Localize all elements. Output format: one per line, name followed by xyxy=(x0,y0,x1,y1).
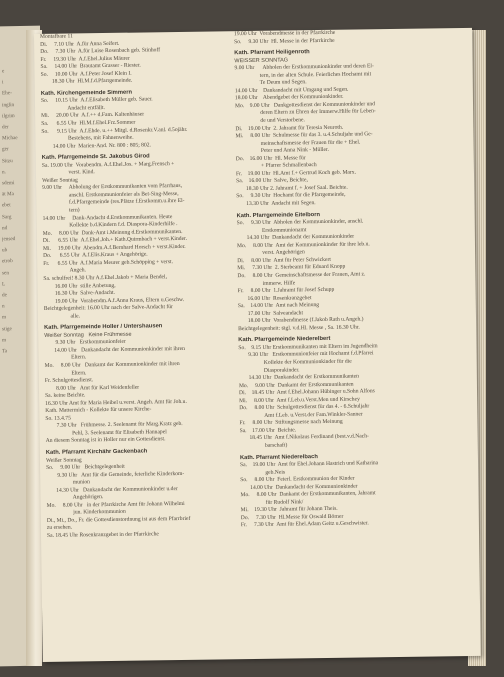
schedule-line: So. 9.15 Uhr A.f.Ehde. u.++ Mitgl. d.Rosenkr.V.anl. d.5ojähr. xyxy=(41,126,188,135)
schedule-line: Kath. Mattermich - Kollekte für unsere Kirche- xyxy=(45,406,152,415)
schedule-line: Amt f.Leb. u.Verst.der Fam.Winkler-Sanner xyxy=(239,411,363,419)
previous-page-fragment: ät Ma xyxy=(2,191,14,198)
schedule-line: Mi. 8.00 Uhr Amt f.Leb.u.Verst.Men und Kirschey xyxy=(239,396,360,404)
schedule-line: Bestehens, mit Fahnenweihe. xyxy=(41,134,134,143)
previous-page-fragment: Sarg xyxy=(2,213,12,220)
schedule-line: 9.30 Uhr Erstkommunionfeier mit Hochamt f.d.Pfarrei xyxy=(238,350,374,359)
schedule-line: Mo. 8.00 Uhr in der Pfarrkirche Amt für Johann Wilhelmi xyxy=(46,500,185,509)
section-heading: Kath. Pfarramt Niederelbach xyxy=(239,453,318,461)
schedule-line: 9.00 Uhr Abholung der Erstkommunikanten vom Pfarrhaus, xyxy=(42,183,183,192)
schedule-line: 16.30 Uhr Amt für Maria Heibel u.verst. Angeh. Amt für Joh.u. xyxy=(45,398,187,407)
schedule-line: 16.00 Uhr Rosenkranzgebet xyxy=(237,294,312,302)
schedule-line: 18.30 Uhr 2. Jahramt f. + Josef Saal. Beichte. xyxy=(236,184,348,193)
schedule-line: Mi. 8.00 Uhr Schulmesse für das 3. u.4.Schuljahr und Ge- xyxy=(235,131,373,140)
schedule-line: Fr. 7.30 Uhr Amt für Ehel.Adam Geitz u.Geschwister. xyxy=(240,520,369,529)
schedule-line: So. 10.00 Uhr A.f.Peter Josef Klein I. xyxy=(40,70,132,78)
previous-page-fragment: Michae xyxy=(2,135,18,142)
schedule-line: Peter und Anna Nink - Müller. xyxy=(235,147,329,155)
schedule-line: Kollekte b.d.Kindern f.d. Diaspora-Kinderhilfe . xyxy=(42,221,178,230)
schedule-line: 9.00 Uhr Abholen der Erstkommunionkinder und deren El- xyxy=(234,63,374,72)
previous-page-fragment: der xyxy=(2,124,9,131)
schedule-line: meinschaftsmesse der Frauen für die + Ehel. xyxy=(235,139,361,147)
schedule-line: Sa. 18.45 Uhr Rosenkranzgebet in der Pfarrkirche xyxy=(46,531,159,539)
schedule-line: alle. xyxy=(43,313,81,320)
schedule-line: Fr. Schulgottesdienst. xyxy=(44,377,94,384)
section-heading: Kath. Pfarrgemeinde St. Jakobus Girod xyxy=(41,153,150,162)
previous-page-fragment: i xyxy=(2,79,4,86)
schedule-line: Eltern. xyxy=(44,354,87,362)
schedule-line: Mo. 8.00 Uhr Amt der Kommunionkinder für ihre leb.u. xyxy=(236,241,370,249)
schedule-line: Di. 18.45 Uhr Amt f.Ehel.Johann Hübinger u.Sohn Alfons xyxy=(238,388,375,397)
section-heading: Kath. Pfarrgemeinde Niederelbert xyxy=(238,336,331,344)
schedule-line: 13.30 Uhr Andacht mit Segen. xyxy=(236,200,316,208)
schedule-line: Do. 16.00 Uhr Hl. Messe für xyxy=(235,154,306,162)
section-heading: Kath. Pfarrgemeinde Holler / Untershausen xyxy=(44,323,163,332)
section-heading: Kath. Kirchengemeinde Simmern xyxy=(40,89,133,97)
schedule-line: Do. 6.55 Uhr A.f.Elis.Kraus + Angehörige. xyxy=(43,251,148,260)
previous-page-fragment: jensed xyxy=(2,236,16,243)
schedule-line: An diesem Sonntag ist in Holler nur ein Gottesdienst. xyxy=(45,436,166,445)
schedule-line: Di., Mi., Do., Fr. die Gottesdienstordnung ist aus dem Pfarrbrief xyxy=(46,515,191,524)
schedule-line: 8.00 Uhr Amt für Karl Weidenfeller xyxy=(44,384,140,392)
previous-page-fragment: n. xyxy=(2,169,6,176)
schedule-line: 14.30 Uhr Dankandacht der Kommunionkinder xyxy=(236,233,355,242)
schedule-line: Fr. 8.00 Uhr Stiftungsmesse nach Meinung xyxy=(239,419,343,427)
schedule-line: 9.30 Uhr Amt für die Gemeinde, feierliche Kinderkom- xyxy=(46,470,185,479)
schedule-line: Di. 6.55 Uhr A.f.Ehel.Joh.+ Kath.Quirmbach + verst.Kinder. xyxy=(42,236,188,245)
schedule-line: Sa. 16.00 Uhr Salve, Beichte, xyxy=(236,177,308,185)
schedule-line: Mo. 8.00 Uhr Dank-Amt i.Meinung d.Erstkommunikanten. xyxy=(42,228,183,237)
schedule-line: Sa. 19.00 Uhr Vorabendm. A.f.Ehel.Jos. + Marg.Frensch + xyxy=(41,160,175,169)
schedule-line: Erstkommunionamt xyxy=(236,226,307,234)
schedule-line: So. 8.00 Uhr Feierl. Erstkommunion der Kinder xyxy=(240,475,355,484)
schedule-line: de und Verstorbene. xyxy=(235,117,305,125)
section-heading: Kath. Pfarrgemeinde Eitelborn xyxy=(236,211,321,219)
schedule-line: Beichtgelegenheit: tägl. v.d.Hl. Messe , Sa. 16.30 Uhr. xyxy=(238,324,360,332)
schedule-line: 14.00 Uhr Dank-Andacht d.Erstkommunikanten. Heute xyxy=(42,213,173,222)
schedule-line: Mo. 9.00 Uhr Dankamt der Erstkommunikanten xyxy=(238,381,354,389)
schedule-line: Sa. 14.00 Uhr Brautamt Grasser - Riester. xyxy=(40,62,141,71)
schedule-line: Mi. 20.00 Uhr A.f.++ d.Fam. Kaltenhäuser xyxy=(41,111,145,120)
schedule-line: Mo. 9.00 Uhr Dankgottesdienst der Kommunionkinder und xyxy=(234,101,376,110)
schedule-line: Fr. 6.55 Uhr A.f.Maria Meurer geb.Schöpping + verst. xyxy=(43,258,174,267)
schedule-line: So. 10.15 Uhr A.f.Elisabeth Müller geb. Sauer. xyxy=(40,96,153,105)
schedule-line: 14.30 Uhr Dankandacht der Kommunionkinder u.der xyxy=(46,485,178,494)
section-subheading: WEISSER SONNTAG xyxy=(234,57,289,64)
schedule-line: barschaft) xyxy=(239,442,288,450)
schedule-line: Sa. keine Beichte. xyxy=(45,392,86,400)
schedule-line: So. 9.00 Uhr Beichtgelegenheit xyxy=(46,463,125,471)
schedule-line: tern) xyxy=(42,207,80,214)
schedule-line: für Rudolf Nink/ xyxy=(240,499,304,506)
schedule-line: Do. 8.00 Uhr Schulgottesdienst für das 4. - 6.Schuljahr xyxy=(239,403,370,412)
section-heading: Kath. Pfarramt Kirchähr Gackenbach xyxy=(45,448,148,456)
previous-page-fragment: m xyxy=(2,337,7,344)
schedule-line: Angehörigen. xyxy=(46,494,104,502)
previous-page-fragment: sen xyxy=(2,269,9,276)
schedule-line: Mi. 7.30 Uhr 2. Sterbeamt für Eduard Knopp xyxy=(237,264,346,272)
previous-page-fragment: Sitzu xyxy=(2,157,13,164)
schedule-line: deren Eltern zu Ehren der Immerw.Hilfe für Leben- xyxy=(235,108,376,117)
schedule-line: Beichtgelegenheit: 16.00 Uhr nach der Salve-Andacht für xyxy=(43,304,173,313)
previous-page-fragment: L xyxy=(2,281,6,288)
previous-page-fragment: ger xyxy=(2,146,9,153)
schedule-line: Te Deum und Segen. xyxy=(234,79,307,87)
previous-page-fragment: Ta xyxy=(2,348,8,355)
schedule-line: 14.00 Uhr Dankandacht mit Umgang und Segen. xyxy=(234,86,349,95)
previous-page-fragment: e xyxy=(2,68,5,75)
schedule-line: 9.30 Uhr Erstkommunionfeier xyxy=(44,339,126,347)
schedule-line: So. 9.30 Uhr Hl. Messe in der Pfarrkirche xyxy=(234,37,335,45)
schedule-line: 14.00 Uhr Dankandacht der Kommunionkinder xyxy=(240,483,358,491)
previous-page-fragment: sdemi xyxy=(2,180,15,187)
schedule-line: Pehl, 3. Seelenamt für Elisabeth Hannapel xyxy=(45,429,167,437)
schedule-line: Weißer Sonntag xyxy=(42,177,78,184)
schedule-line: Sa. 17.00 Uhr Beichte. xyxy=(239,427,297,435)
previous-page-fragment: ub xyxy=(2,247,8,254)
schedule-line: Sa. schulfrei! 8.30 Uhr A.f.Ehel.Jakob + Maria Bendel, xyxy=(43,274,167,282)
left-column xyxy=(40,31,235,540)
schedule-line: Fr. 8.00 Uhr 1.Jahramt für Josef Schupp xyxy=(237,286,335,295)
schedule-line: 18.00 Uhr Vorabendmesse (f.Jakob Rath u.Angeh.) xyxy=(237,316,364,325)
schedule-line: Mo. 8.00 Uhr Dankamt der Kommunionkinder mit ihren xyxy=(44,360,180,369)
schedule-line: verst. Kind. xyxy=(41,169,95,177)
schedule-line: So. 9.30 Uhr Abholen der Kommunionkinder, anschl. xyxy=(236,218,364,227)
schedule-line: munion xyxy=(46,479,90,487)
schedule-line: 7.30 Uhr Frühmesse. 2. Seelenamt für Marg.Kratz geb. xyxy=(45,421,183,430)
schedule-line: Mi. 19.00 Uhr Abendm.A.f.Bernhard Horsch + verst.Kinder. xyxy=(42,243,186,252)
schedule-line: + Pfarrer Schmallenbach xyxy=(235,162,317,170)
schedule-line: Angeh. xyxy=(43,267,86,275)
schedule-line: 17.00 Uhr Salveandacht xyxy=(237,309,304,317)
schedule-line: 16.00 Uhr stille Anbetung, xyxy=(43,282,116,290)
schedule-line: So. 9.30 Uhr Hochamt für die Pfarrgemeinde, xyxy=(236,192,346,200)
schedule-line: Fr. 19.30 Uhr A.f.Ehel.Julius Mäurer xyxy=(40,55,130,63)
schedule-line: So. 13.4.75 xyxy=(45,415,71,422)
schedule-line: Fr. 19.00 Uhr Hl.Amt f.+ Gertrud Koch geb. Marx. xyxy=(235,169,356,178)
schedule-line: Di. 7.10 Uhr A.für Anna Seifert. xyxy=(40,40,120,48)
schedule-line: tern, in der alten Schule. Feierliches Hochamt mit xyxy=(234,71,372,79)
schedule-line: geb.Neis xyxy=(240,469,286,476)
schedule-line: immerw. Hilfe xyxy=(237,279,296,287)
schedule-line: Montafbare 11 xyxy=(39,33,73,40)
schedule-line: Do. 7.30 Uhr Hl.Messe für Oswald Börner xyxy=(240,513,344,522)
schedule-line: Di. 8.00 Uhr Amt für Peter Schwickert xyxy=(237,256,331,265)
schedule-line: verst. Angehörigen xyxy=(237,249,305,257)
schedule-line: 16.30 Uhr Salve-Andacht. xyxy=(43,289,115,297)
schedule-line: 14.30 Uhr Dankandacht der Erstkommunikanten xyxy=(238,373,359,382)
right-column xyxy=(234,28,441,530)
document-page xyxy=(34,28,481,662)
schedule-line: Weißer Sonntag xyxy=(45,456,82,464)
section-subheading: Weißer Sonntag Keine Frühmesse xyxy=(44,331,132,339)
previous-page-fragment: nd xyxy=(2,225,8,232)
schedule-line: Mi. 19.30 Uhr Jahramt für Johann Theis. xyxy=(240,506,338,514)
schedule-line: 18.00 Uhr Abendgebet der Kommunionkinder. xyxy=(234,94,344,102)
schedule-line: Sa. 14.00 Uhr Amt nach Meinung xyxy=(237,302,320,310)
schedule-line: anschl. Erstkommunionfeier als Bet-Sing-Messe, xyxy=(42,190,179,199)
schedule-line: 18.45 Uhr Amt f.Nikolaus Ferdinand (best.v.d.Nach- xyxy=(239,433,369,442)
schedule-line: Diasporakinder. xyxy=(238,366,300,374)
schedule-line: 14.00 Uhr Dankandacht der Kommunionkinder mit ihren xyxy=(44,345,185,354)
schedule-line: jun. Kinderkommunion xyxy=(46,509,126,517)
schedule-line: Andacht entfällt. xyxy=(41,104,105,112)
schedule-line: f.d.Pfarrgemeinde (res.Plätze f.Erstkomm.u.ihre El- xyxy=(42,198,185,207)
schedule-line: Sa. 19.00 Uhr Amt für Ehel.Johann Hastrich und Katharina xyxy=(239,460,379,469)
schedule-line: Eltern. xyxy=(44,369,87,377)
previous-page-fragment: m xyxy=(2,314,7,321)
schedule-line: 14.00 Uhr Marien-And. Nr. 800 : 805; 802. xyxy=(41,142,151,150)
previous-page-fragment: ilgrim xyxy=(2,112,15,120)
previous-page-fragment: etrob xyxy=(2,258,13,265)
previous-page-fragment: inglin xyxy=(2,101,15,108)
section-heading: Kath. Pfarramt Heiligenroth xyxy=(234,49,310,57)
previous-page-fragment: Ehe- xyxy=(2,90,12,97)
schedule-line: Mo. 8.00 Uhr Dankamt der Erstkommunikanten, Jahramt xyxy=(240,490,376,499)
previous-page-fragment: ebet xyxy=(2,202,11,209)
schedule-line: Do. 7.30 Uhr A.für Luise Rosenbach geb. Stinhoff xyxy=(40,47,161,56)
schedule-line: Di. 19.00 Uhr 2. Jahramt für Teresia Neuroth. xyxy=(235,124,344,132)
schedule-line: Sa. 6.55 Uhr Hl.M.f.Ehel.Frz.Sommer xyxy=(41,119,136,127)
schedule-line: 18.30 Uhr Hl.M.f.d.Pfarrgemeinde. xyxy=(40,77,133,86)
schedule-line: Do. 8.00 Uhr Gemeinschaftsmesse der Frauen, Amt z. xyxy=(237,271,366,280)
schedule-line: 19.00 Uhr Vorabendmesse in der Pfarrkirche xyxy=(233,29,336,38)
previous-page-fragment: stige xyxy=(2,325,12,332)
schedule-line: 19.00 Uhr Vorabendm.A.f.Anna Kraus, Eltern u.Geschw. xyxy=(43,296,185,305)
schedule-line: zu ersehen. xyxy=(46,524,73,532)
previous-page-fragment: de xyxy=(2,292,7,299)
schedule-line: So. 9.15 Uhr Erstkommunikanten mit Eltern im Jugendheim xyxy=(238,343,378,352)
schedule-line: Kollekte der Kommunionkinder für die xyxy=(238,358,352,367)
previous-page-fragment: n xyxy=(2,303,5,310)
